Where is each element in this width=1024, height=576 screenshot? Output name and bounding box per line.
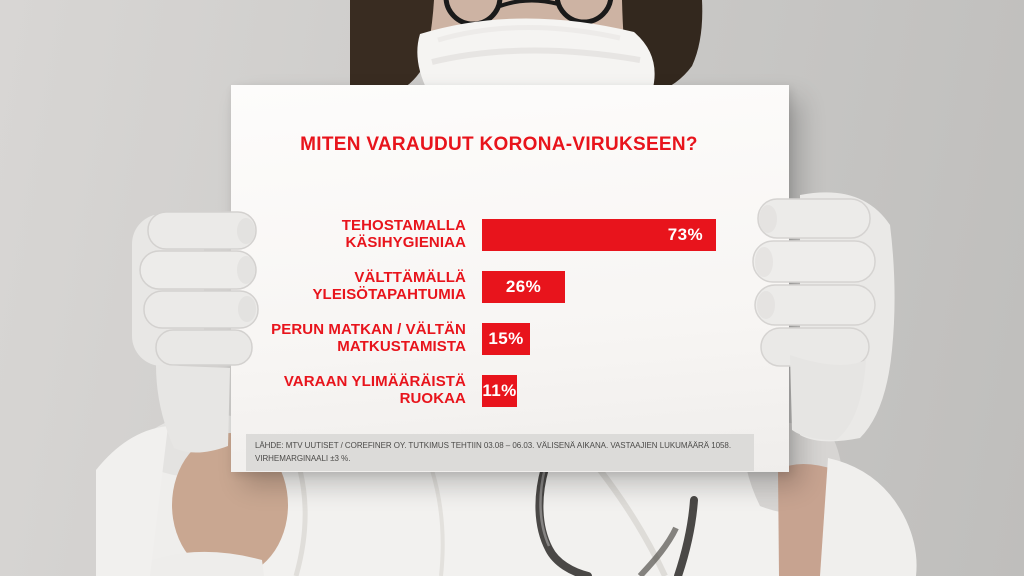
bar [482,219,716,251]
bar-track [482,271,789,303]
bar-value-label: 26% [505,276,542,296]
bar-track [482,375,789,407]
source-line: VIRHEMARGINAALI ±3 %. [255,454,351,463]
bar-category-label: VARAAN YLIMÄÄRÄISTÄ RUOKAA [283,373,466,407]
bar [482,271,565,303]
bar-value-label: 11% [482,380,517,400]
bar-row [231,374,789,407]
bar-track [482,323,789,355]
bar-row [231,218,789,251]
source-note [246,434,754,471]
bar-row [231,270,789,303]
white-coat [228,468,792,576]
bar [482,375,517,407]
bar-value-label: 15% [488,328,524,348]
bar-category-label: VÄLTTÄMÄLLÄ YLEISÖTAPAHTUMIA [312,269,466,303]
bar-category-label: PERUN MATKAN / VÄLTÄN MATKUSTAMISTA [271,321,466,355]
right-sleeve [820,458,917,576]
poll-card [231,85,789,472]
bar [482,323,530,355]
bar-value-label: 73% [667,224,703,244]
chart-title: MITEN VARAUDUT KORONA-VIRUKSEEN? [300,134,698,155]
bar-track [482,219,789,251]
bar-category-label: TEHOSTAMALLA KÄSIHYGIENIAA [341,217,466,251]
bar-row [231,322,789,355]
source-line: LÄHDE: MTV UUTISET / COREFINER OY. TUTKIMUS TEHTIIN 03.08 – 06.03. VÄLISENÄ AIKANA. VASTAAJIEN LUKUMÄÄRÄ 1058. [255,441,731,450]
bar-rows [231,218,789,426]
